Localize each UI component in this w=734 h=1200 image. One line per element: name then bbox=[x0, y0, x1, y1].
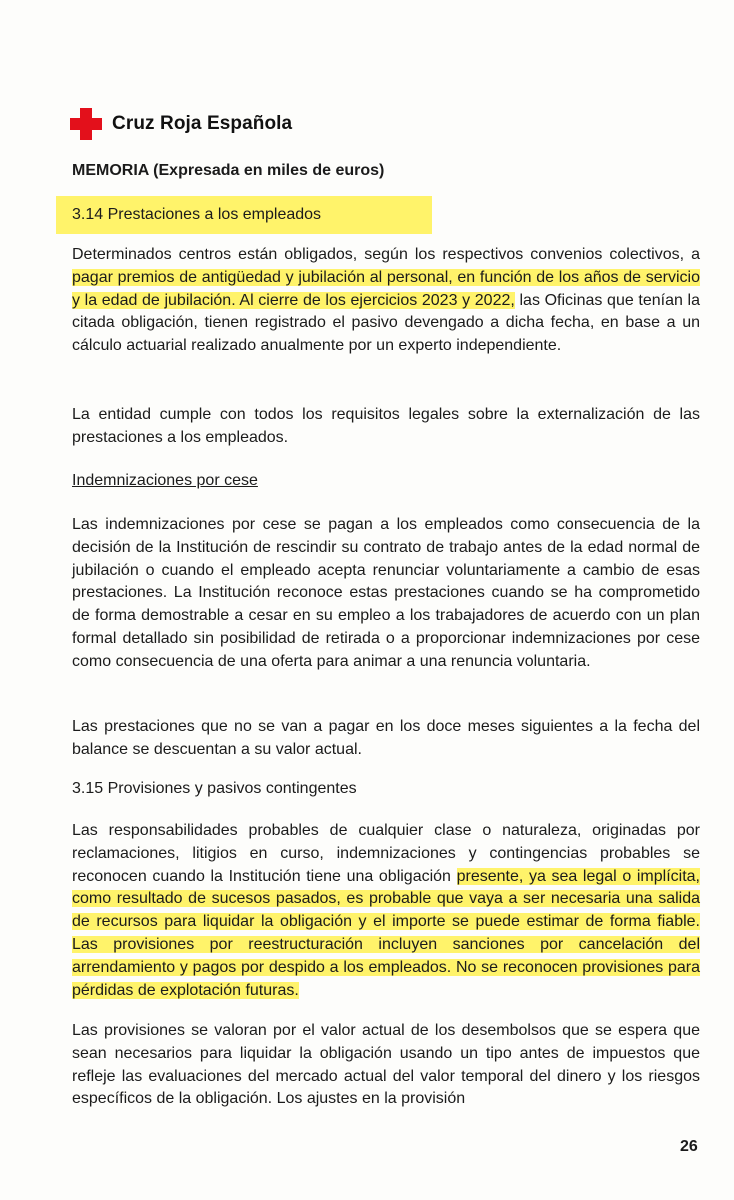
paragraph-text: las Oficinas que tenían la citada obligación, tienen registrado el pasivo devengado a dicha fecha, en base a un cálculo actuarial realizado anualmente por un experto independiente. bbox=[72, 291, 701, 355]
organization-logo bbox=[70, 108, 292, 140]
red-cross-icon bbox=[70, 108, 102, 140]
document-title: MEMORIA (Expresada en miles de euros) bbox=[72, 162, 385, 179]
paragraph-valoracion: Las provisiones se valoran por el valor actual de los desembolsos que se espera que sean necesarios para liquidar la obligación usando un tipo antes de impuestos que refleje las evaluaciones del mercado actual del valor temporal del dinero y los riesgos específicos de la obligación. Los ajustes en la provisión bbox=[72, 1022, 700, 1108]
section-heading-3-15: 3.15 Provisiones y pasivos contingentes bbox=[72, 780, 357, 797]
organization-name: Cruz Roja Española bbox=[112, 113, 293, 134]
paragraph-text: Las responsabilidades probables de cualquier clase o naturaleza, originadas por reclamaciones, litigios en curso, indemnizaciones y contingencias probables se reconocen cuando la Institución tiene una obligación bbox=[72, 822, 700, 885]
paragraph-text: Determinados centros están obligados, según los respectivos convenios colectivos, a bbox=[72, 246, 700, 263]
section-heading-3-14: 3.14 Prestaciones a los empleados bbox=[56, 196, 432, 234]
subheading-indemnizaciones: Indemnizaciones por cese bbox=[72, 472, 258, 489]
page-number: 26 bbox=[680, 1138, 698, 1155]
highlighted-text: presente, ya sea legal o implícita, como resultado de sucesos pasados, es probable que vaya a ser necesaria una salida de recursos para liquidar la obligación y el importe se puede estimar de forma fiable. Las provisiones por reestructuración incluyen sanciones por cancelación del arrendamiento y pagos por despido a los empleados. No se reconocen provisiones para pérdidas de explotación futuras. bbox=[72, 867, 700, 999]
paragraph-descuento: Las prestaciones que no se van a pagar en los doce meses siguientes a la fecha del balance se descuentan a su valor actual. bbox=[72, 718, 700, 758]
paragraph-provisiones bbox=[72, 820, 700, 1002]
paragraph-indemnizaciones: Las indemnizaciones por cese se pagan a los empleados como consecuencia de la decisión de la Institución de rescindir su contrato de trabajo antes de la edad normal de jubilación o cuando el empleado acepta renunciar voluntariamente a cambio de esas prestaciones. La Institución reconoce estas prestaciones cuando se ha comprometido de forma demostrable a cesar en su empleo a los trabajadores de acuerdo con un plan formal detallado sin posibilidad de retirada o a proporcionar indemnizaciones por cese como consecuencia de una oferta para animar a una renuncia voluntaria. bbox=[72, 516, 700, 670]
paragraph-externalizacion: La entidad cumple con todos los requisitos legales sobre la externalización de las prestaciones a los empleados. bbox=[72, 406, 700, 446]
highlighted-text: pagar premios de antigüedad y jubilación al personal, en función de los años de servicio y la edad de jubilación. Al cierre de los ejercicios 2023 y 2022, bbox=[72, 268, 700, 309]
paragraph-prestaciones bbox=[72, 244, 700, 358]
